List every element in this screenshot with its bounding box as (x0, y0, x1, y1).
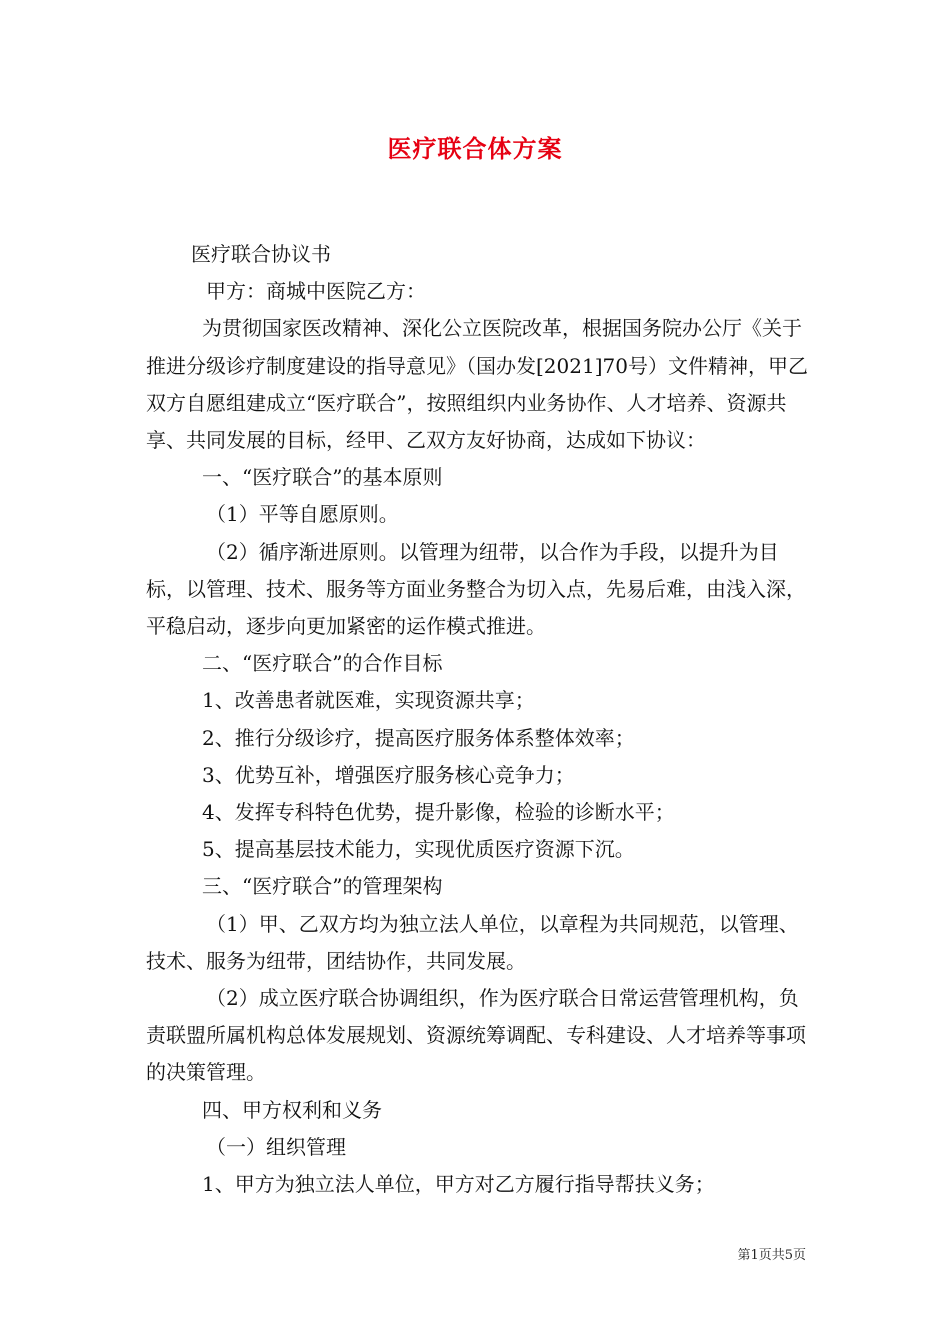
party-line: 甲方：商城中医院乙方： (206, 279, 426, 304)
sub-heading: （一）组织管理 (206, 1134, 346, 1159)
paragraph-structure-2: （2）成立医疗联合协调组织，作为医疗联合日常运营管理机构，负责联盟所属机构总体发展规划、资源统筹调配、专科建设、人才培养等事项的决策管理。 (146, 986, 806, 1085)
paragraph-structure-1: （1）甲、乙双方均为独立法人单位，以章程为共同规范，以管理、技术、服务为纽带，团结协作，共同发展。 (146, 911, 799, 973)
list-item: （1）平等自愿原则。 (206, 502, 399, 527)
document-body (146, 236, 812, 1203)
section-heading-2: 二、“医疗联合”的合作目标 (202, 651, 443, 676)
list-item: 4、发挥专科特色优势，提升影像，检验的诊断水平； (202, 800, 675, 825)
list-item: 2、推行分级诊疗，提高医疗服务体系整体效率； (202, 725, 635, 750)
section-heading-3: 三、“医疗联合”的管理架构 (202, 874, 443, 899)
paragraph-intro: 为贯彻国家医改精神、深化公立医院改革，根据国务院办公厅《关于推进分级诊疗制度建设的指导意见》（国办发[2021]70号）文件精神，甲乙双方自愿组建成立“医疗联合”，按照组织内业务协作、人才培养、资源共享、共同发展的目标，经甲、乙双方友好协商，达成如下协议： (146, 316, 808, 453)
section-heading-1: 一、“医疗联合”的基本原则 (202, 465, 443, 490)
list-item: 1、甲方为独立法人单位，甲方对乙方履行指导帮扶义务； (202, 1172, 715, 1197)
paragraph-principle-2: （2）循序渐进原则。以管理为纽带，以合作为手段，以提升为目标，以管理、技术、服务等方面业务整合为切入点，先易后难，由浅入深，平稳启动，逐步向更加紧密的运作模式推进。 (146, 539, 806, 639)
list-item: 1、改善患者就医难，实现资源共享； (202, 688, 535, 713)
page-number: 第1页共5页 (737, 1248, 806, 1263)
document-title: 医疗联合体方案 (387, 134, 563, 163)
heading-agreement: 医疗联合协议书 (191, 242, 331, 266)
list-item: 3、优势互补，增强医疗服务核心竞争力； (202, 762, 575, 787)
list-item: 5、提高基层技术能力，实现优质医疗资源下沉。 (202, 837, 635, 862)
section-heading-4: 四、甲方权利和义务 (202, 1097, 382, 1122)
